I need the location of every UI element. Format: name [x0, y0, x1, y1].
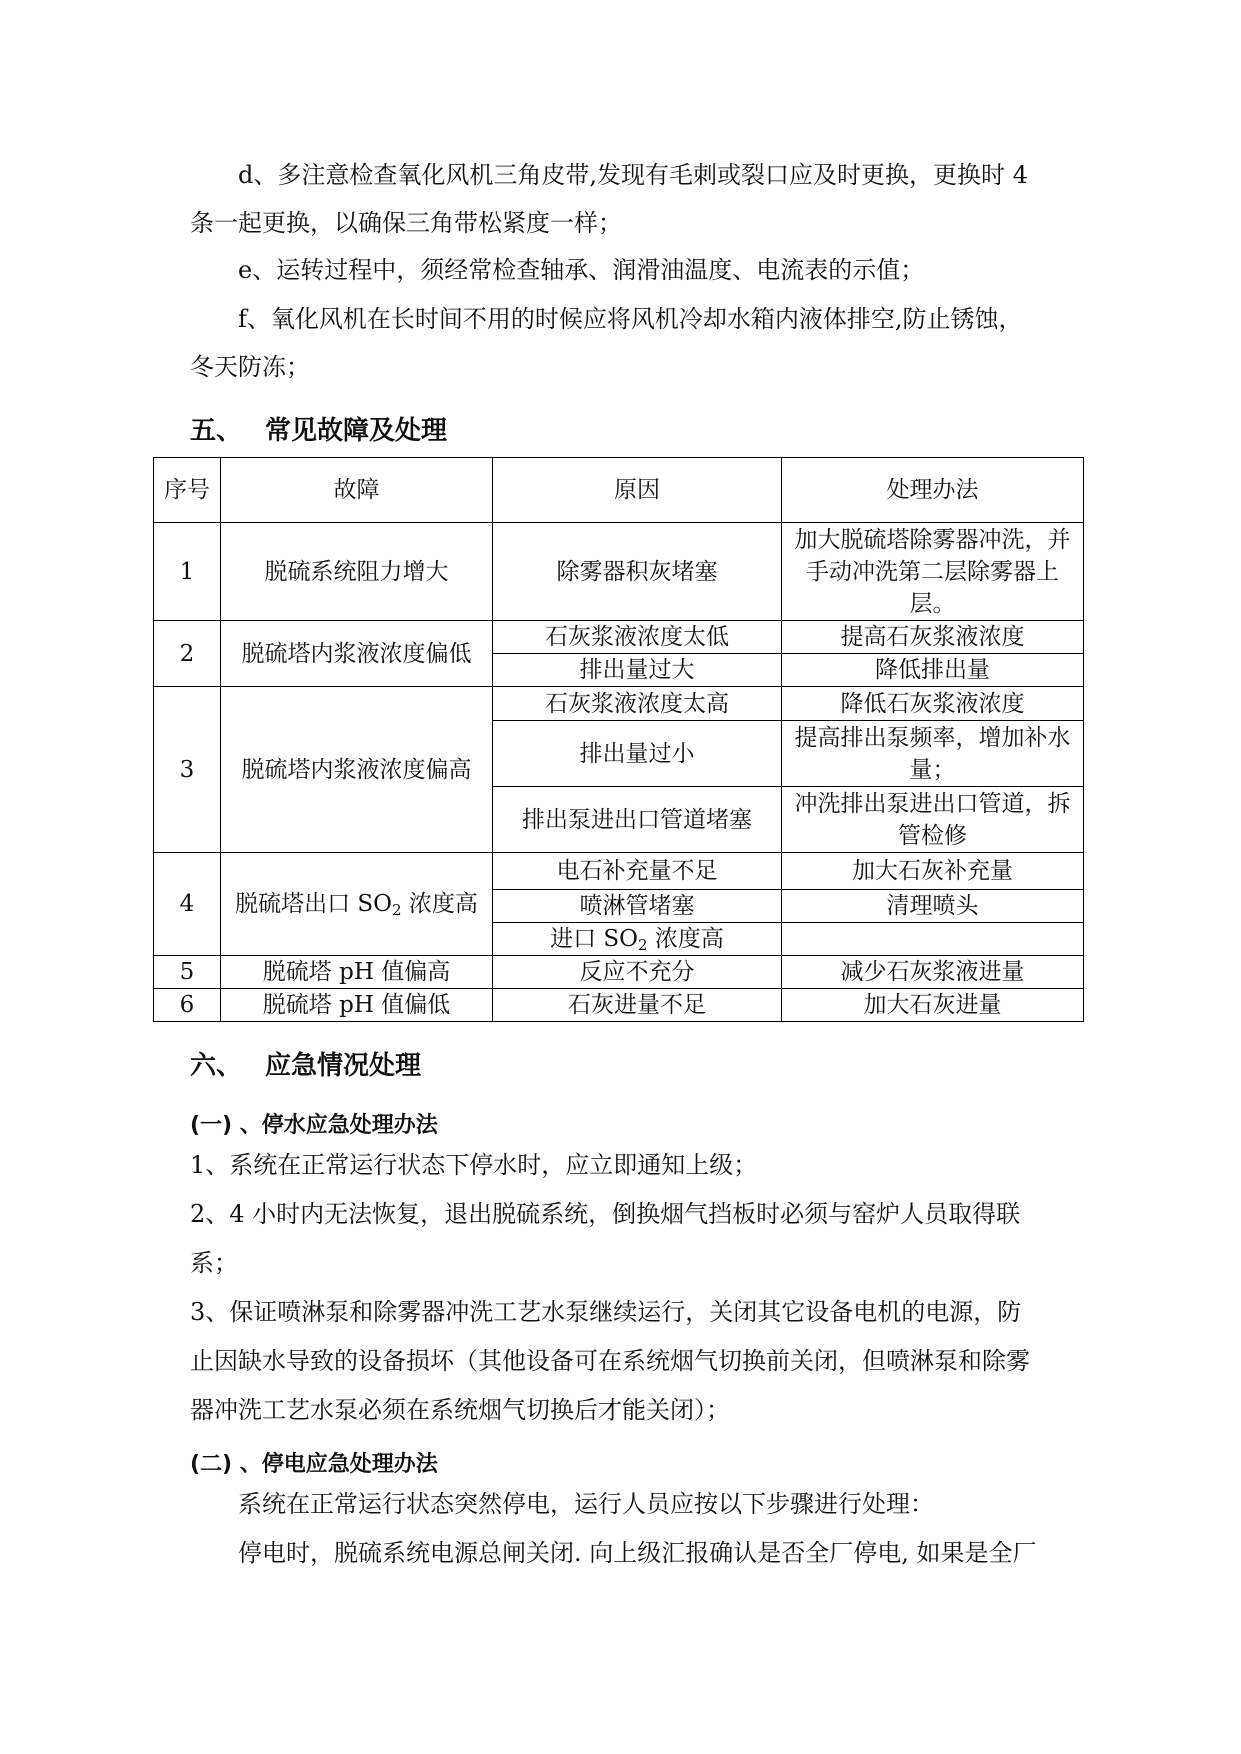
section5-title: 常见故障及处理: [265, 416, 448, 446]
water-p1: 1、系统在正常运行状态下停水时，应立即通知上级；: [190, 1151, 758, 1179]
cell-cause: 石灰浆液浓度太低: [493, 621, 782, 654]
table-row: [154, 687, 1084, 721]
cell-fault: 脱硫塔内浆液浓度偏高: [221, 687, 493, 853]
cell-fix: 提高排出泵频率，增加补水量；: [782, 721, 1084, 787]
fault-table: [153, 457, 1084, 1022]
fault-so2-prefix: 脱硫塔出口 SO: [235, 891, 393, 917]
water-p3-line2: 止因缺水导致的设备损坏（其他设备可在系统烟气切换前关闭，但喷淋泵和除雾: [190, 1347, 1030, 1375]
cell-fix: 加大脱硫塔除雾器冲洗，并手动冲洗第二层除雾器上层。: [782, 523, 1084, 621]
cell-fix: 冲洗排出泵进出口管道，拆管检修: [782, 787, 1084, 853]
cell-no: 3: [154, 687, 221, 853]
header-fault: 故障: [221, 458, 493, 523]
cell-fault: 脱硫系统阻力增大: [221, 523, 493, 621]
cell-no: 1: [154, 523, 221, 621]
cell-fault: [221, 853, 493, 956]
cell-cause: 排出量过大: [493, 654, 782, 687]
cell-fault: 脱硫塔 pH 值偏低: [221, 989, 493, 1022]
cause-so2-prefix: 进口 SO: [550, 926, 639, 952]
fault-so2-suffix: 浓度高: [401, 891, 478, 917]
cell-fix: 降低排出量: [782, 654, 1084, 687]
section6-number: 六、: [190, 1051, 243, 1081]
table-header-row: [154, 458, 1084, 523]
cell-fix: 减少石灰浆液进量: [782, 956, 1084, 989]
table-row: [154, 853, 1084, 890]
cell-no: 6: [154, 989, 221, 1022]
cell-fix: 加大石灰补充量: [782, 853, 1084, 890]
cell-cause: 反应不充分: [493, 956, 782, 989]
cell-cause: 石灰进量不足: [493, 989, 782, 1022]
section5-number: 五、: [190, 416, 243, 446]
para-f-line2: 冬天防冻；: [190, 353, 310, 381]
cell-fix: 加大石灰进量: [782, 989, 1084, 1022]
para-e: e、运转过程中，须经常检查轴承、润滑油温度、电流表的示值；: [238, 256, 925, 284]
header-no: 序号: [154, 458, 221, 523]
cell-no: 5: [154, 956, 221, 989]
cell-cause: 电石补充量不足: [493, 853, 782, 890]
cause-so2-suffix: 浓度高: [647, 926, 724, 952]
cell-cause: 除雾器积灰堵塞: [493, 523, 782, 621]
cell-fault: 脱硫塔内浆液浓度偏低: [221, 621, 493, 687]
power-p2: 停电时，脱硫系统电源总闸关闭. 向上级汇报确认是否全厂停电, 如果是全厂: [238, 1539, 1037, 1567]
table-row: [154, 621, 1084, 654]
para-d-line1: d、多注意检查氧化风机三角皮带,发现有毛刺或裂口应及时更换，更换时 4: [238, 161, 1028, 189]
cell-no: 4: [154, 853, 221, 956]
water-p3-line3: 器冲洗工艺水泵必须在系统烟气切换后才能关闭）；: [190, 1396, 730, 1424]
cell-cause: 排出泵进出口管道堵塞: [493, 787, 782, 853]
cell-fault: 脱硫塔 pH 值偏高: [221, 956, 493, 989]
section5-heading: [190, 410, 447, 447]
cell-fix: 提高石灰浆液浓度: [782, 621, 1084, 654]
cell-cause: 石灰浆液浓度太高: [493, 687, 782, 721]
power-p1: 系统在正常运行状态突然停电，运行人员应按以下步骤进行处理：: [238, 1490, 934, 1518]
header-cause: 原因: [493, 458, 782, 523]
header-fix: 处理办法: [782, 458, 1084, 523]
cell-fix: 降低石灰浆液浓度: [782, 687, 1084, 721]
subsection2-heading: (二) 、停电应急处理办法: [190, 1452, 438, 1477]
table-row: [154, 956, 1084, 989]
table-row: [154, 989, 1084, 1022]
table-row: [154, 523, 1084, 621]
cell-fix: 清理喷头: [782, 890, 1084, 923]
subsection1-heading: (一) 、停水应急处理办法: [190, 1113, 438, 1138]
cell-cause: 喷淋管堵塞: [493, 890, 782, 923]
cell-no: 2: [154, 621, 221, 687]
para-f-line1: f、氧化风机在长时间不用的时候应将风机冷却水箱内液体排空,防止锈蚀，: [238, 305, 1023, 333]
section6-title: 应急情况处理: [265, 1051, 422, 1081]
cell-cause: 排出量过小: [493, 721, 782, 787]
para-d-line2: 条一起更换，以确保三角带松紧度一样；: [190, 209, 622, 237]
cause-so2-subscript: 2: [638, 936, 648, 954]
water-p3-line1: 3、保证喷淋泵和除雾器冲洗工艺水泵继续运行，关闭其它设备电机的电源，防: [190, 1298, 1022, 1326]
cell-fix: [782, 923, 1084, 956]
fault-so2-subscript: 2: [392, 901, 402, 919]
water-p2-line1: 2、4 小时内无法恢复，退出脱硫系统，倒换烟气挡板时必须与窑炉人员取得联: [190, 1200, 1021, 1228]
water-p2-line2: 系；: [190, 1249, 238, 1277]
section6-heading: [190, 1045, 421, 1082]
cell-cause: [493, 923, 782, 956]
